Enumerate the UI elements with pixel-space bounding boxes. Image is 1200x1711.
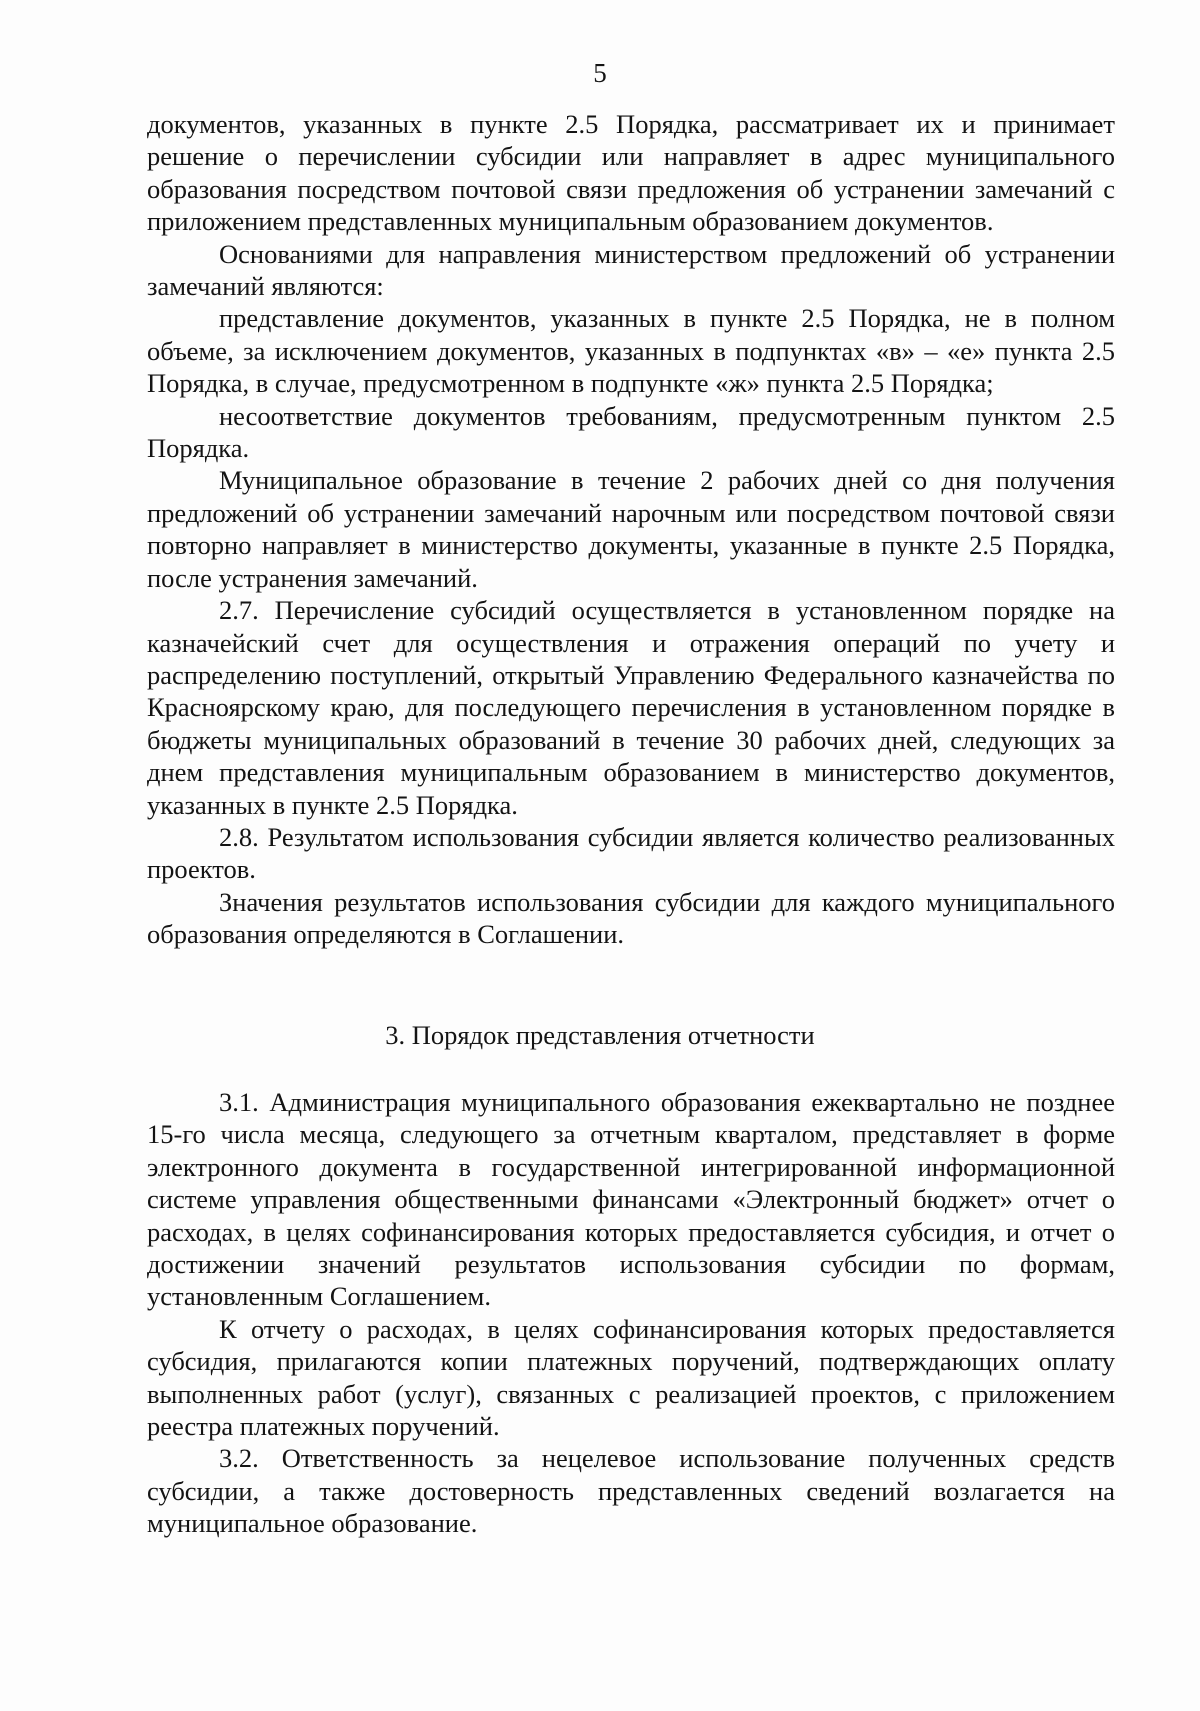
paragraph-nonconformity: несоответствие документов требованиям, предусмотренным пунктом 2.5 Порядка. [147,400,1115,464]
paragraph-3-2: 3.2. Ответственность за нецелевое использование полученных средств субсидии, а также достоверность представленных сведений возлагается на муниципальное образование. [147,1443,1115,1539]
paragraph-incomplete-documents: представление документов, указанных в пункте 2.5 Порядка, не в полном объеме, за исключением документов, указанных в подпунктах «в» – «е» пункта 2.5 Порядка, в случае, предусмотренном в подпункте «ж» пункта 2.5 Порядка; [147,303,1115,399]
paragraph-expense-report-attachments: К отчету о расходах, в целях софинансирования которых предоставляется субсидия, прилагаются копии платежных поручений, подтверждающих оплату выполненных работ (услуг), связанных с реализацией проектов, с приложением реестра платежных поручений. [147,1313,1115,1442]
paragraph-2-7: 2.7. Перечисление субсидий осуществляется в установленном порядке на казначейский счет для осуществления и отражения операций по учету и распределению поступлений, открытый Управлению Федерального казначейства по Красноярскому краю, для последующего перечисления в установленном порядке в бюджеты муниципальных образований в течение 30 рабочих дней, следующих за днем представления муниципальным образованием в министерство документов, указанных в пункте 2.5 Порядка. [147,595,1115,820]
paragraph-result-values: Значения результатов использования субсидии для каждого муниципального образования определяются в Соглашении. [147,886,1115,950]
page-number: 5 [593,58,607,88]
paragraph-resubmission: Муниципальное образование в течение 2 рабочих дней со дня получения предложений об устранении замечаний нарочным или посредством почтовой связи повторно направляет в министерство документы, указанные в пункте 2.5 Порядка, после устранения замечаний. [147,465,1115,593]
paragraph-continuation: документов, указанных в пункте 2.5 Порядка, рассматривает их и принимает решение о перечислении субсидии или направляет в адрес муниципального образования посредством почтовой связи предложения об устранении замечаний с приложением представленных муниципальным образованием документов. [147,109,1115,237]
section-3-body [147,1086,1115,1540]
section-3-heading: 3. Порядок представления отчетности [385,1020,815,1050]
paragraph-grounds: Основаниями для направления министерством предложений об устранении замечаний являются: [147,238,1115,302]
document-body [147,108,1115,951]
paragraph-2-8: 2.8. Результатом использования субсидии является количество реализованных проектов. [147,821,1115,885]
paragraph-3-1: 3.1. Администрация муниципального образования ежеквартально не позднее 15-го числа месяца, следующего за отчетным кварталом, представляет в форме электронного документа в государственной интегрированной информационной системе управления общественными финансами «Электронный бюджет» отчет о расходах, в целях софинансирования которых предоставляется субсидия, и отчет о достижении значений результатов использования субсидии по формам, установленным Соглашением. [147,1087,1115,1312]
